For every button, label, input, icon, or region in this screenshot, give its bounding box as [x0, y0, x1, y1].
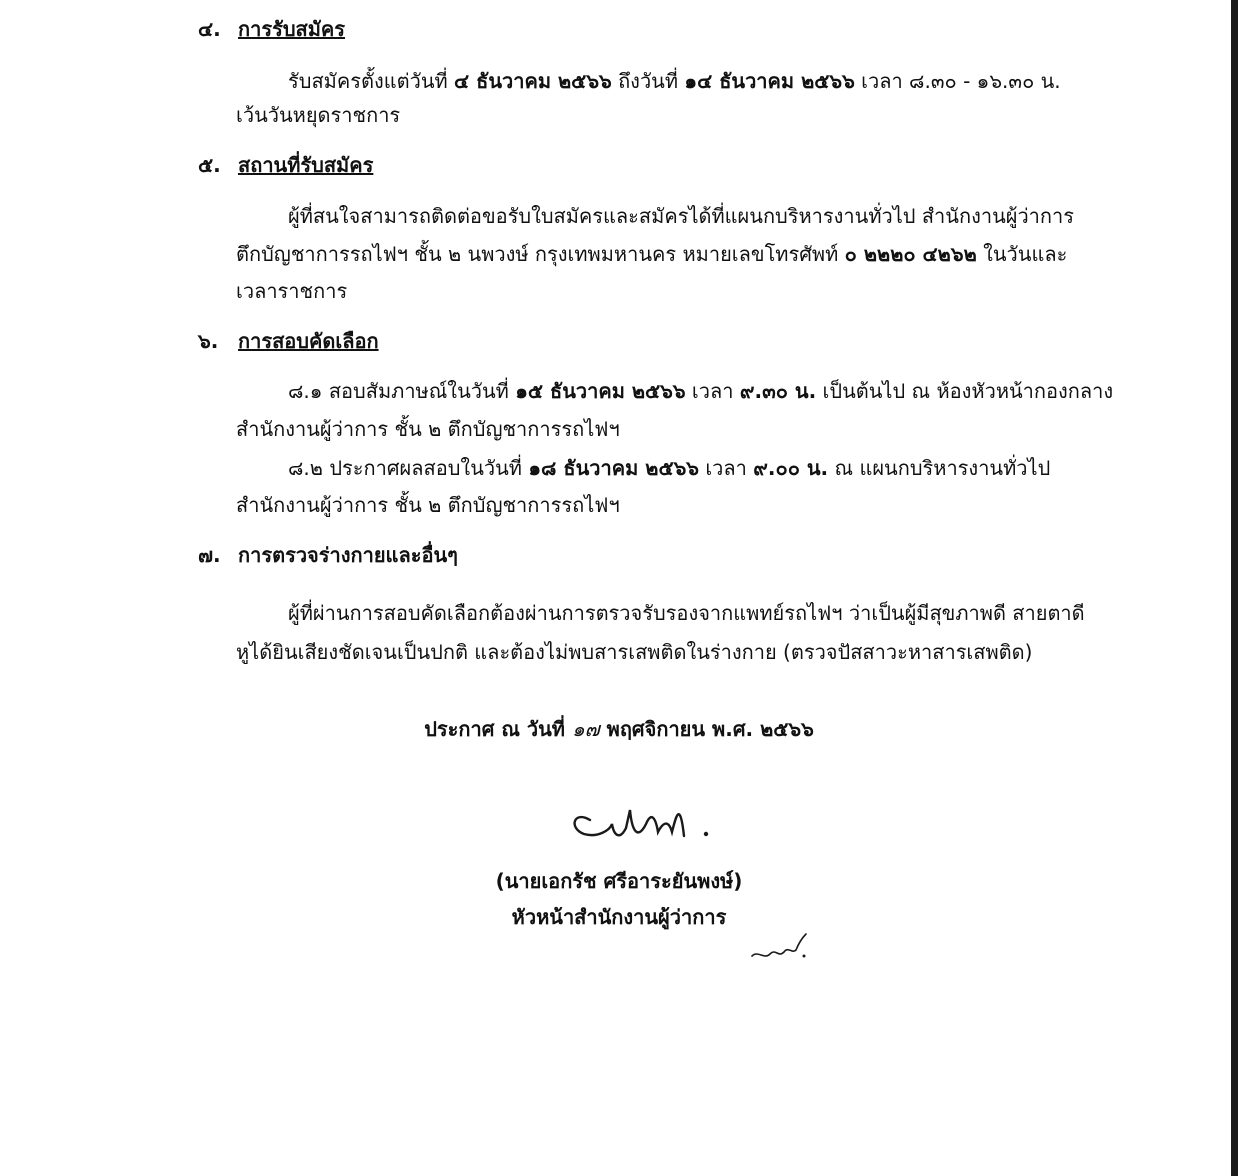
result-date: ๑๘ ธันวาคม ๒๕๖๖	[528, 456, 699, 480]
text-run: รับสมัครตั้งแต่วันที่	[288, 69, 455, 93]
text-run: ตึกบัญชาการรถไฟฯ ชั้น ๒ นพวงษ์ กรุงเทพมหานคร หมายเลขโทรศัพท์	[236, 242, 845, 266]
section-6-heading: การสอบคัดเลือก	[238, 329, 379, 353]
text-run: ในวันและ	[976, 242, 1068, 266]
office-hours: เวลา ๘.๓๐ - ๑๖.๓๐ น.	[854, 69, 1061, 93]
date-start: ๔ ธันวาคม ๒๕๖๖	[454, 69, 612, 93]
interview-date: ๑๕ ธันวาคม ๒๕๖๖	[515, 379, 686, 403]
section-4-number: ๔.	[198, 17, 221, 41]
result-time: ๙.๐๐ น.	[753, 456, 829, 480]
section-6-number: ๖.	[198, 329, 219, 353]
section-7-line-1: ผู้ที่ผ่านการสอบคัดเลือกต้องผ่านการตรวจรับรองจากแพทย์รถไฟฯ ว่าเป็นผู้มีสุขภาพดี สายตาดี	[288, 601, 1085, 625]
section-5-number: ๕.	[198, 153, 221, 177]
text-run: ณ แผนกบริหารงานทั่วไป	[828, 456, 1051, 480]
interview-time: ๙.๓๐ น.	[739, 379, 817, 403]
scan-edge	[1231, 0, 1238, 1176]
section-6-item-1	[288, 376, 1113, 406]
announce-month-year: พฤศจิกายน พ.ศ. ๒๕๖๖	[599, 717, 814, 741]
section-5-heading: สถานที่รับสมัคร	[238, 153, 374, 177]
phone-number: ๐ ๒๒๒๐ ๔๒๖๒	[844, 242, 977, 266]
text-run: ๘.๒ ประกาศผลสอบในวันที่	[288, 456, 529, 480]
text-run: ๘.๑ สอบสัมภาษณ์ในวันที่	[288, 379, 516, 403]
date-end: ๑๔ ธันวาคม ๒๕๖๖	[684, 69, 855, 93]
initials-mark	[748, 930, 812, 964]
section-7-number: ๗.	[198, 543, 221, 567]
section-5-line-1: ผู้ที่สนใจสามารถติดต่อขอรับใบสมัครและสมัครได้ที่แผนกบริหารงานทั่วไป สำนักงานผู้ว่าการ	[288, 204, 1074, 228]
section-4-line-1	[288, 66, 1061, 96]
text-run: ถึงวันที่	[611, 69, 685, 93]
section-6-item-2	[288, 453, 1050, 483]
section-5-line-3: เวลาราชการ	[236, 279, 348, 303]
section-5-line-2	[236, 239, 1067, 269]
section-6-item-1-line-2: สำนักงานผู้ว่าการ ชั้น ๒ ตึกบัญชาการรถไฟฯ	[236, 417, 620, 441]
text-run: เป็นต้นไป ณ ห้องหัวหน้ากองกลาง	[816, 379, 1114, 403]
signatory-title: หัวหน้าสำนักงานผู้ว่าการ	[511, 905, 727, 929]
text-run: เวลา	[698, 456, 754, 480]
signatory-name: (นายเอกรัช ศรีอาระยันพงษ์)	[495, 869, 743, 893]
signature-mark	[560, 780, 730, 850]
text-run: เวลา	[685, 379, 740, 403]
announcement-date	[0, 714, 1238, 744]
section-4-heading: การรับสมัคร	[238, 17, 346, 41]
section-7-heading: การตรวจร่างกายและอื่นๆ	[238, 543, 458, 567]
announce-day: ๑๗	[571, 717, 600, 741]
announce-label: ประกาศ ณ วันที่	[424, 717, 572, 741]
section-6-item-2-line-2: สำนักงานผู้ว่าการ ชั้น ๒ ตึกบัญชาการรถไฟฯ	[236, 493, 620, 517]
section-7-line-2: หูได้ยินเสียงชัดเจนเป็นปกติ และต้องไม่พบสารเสพติดในร่างกาย (ตรวจปัสสาวะหาสารเสพติด)	[236, 640, 1033, 664]
section-4-line-2: เว้นวันหยุดราชการ	[236, 103, 401, 127]
